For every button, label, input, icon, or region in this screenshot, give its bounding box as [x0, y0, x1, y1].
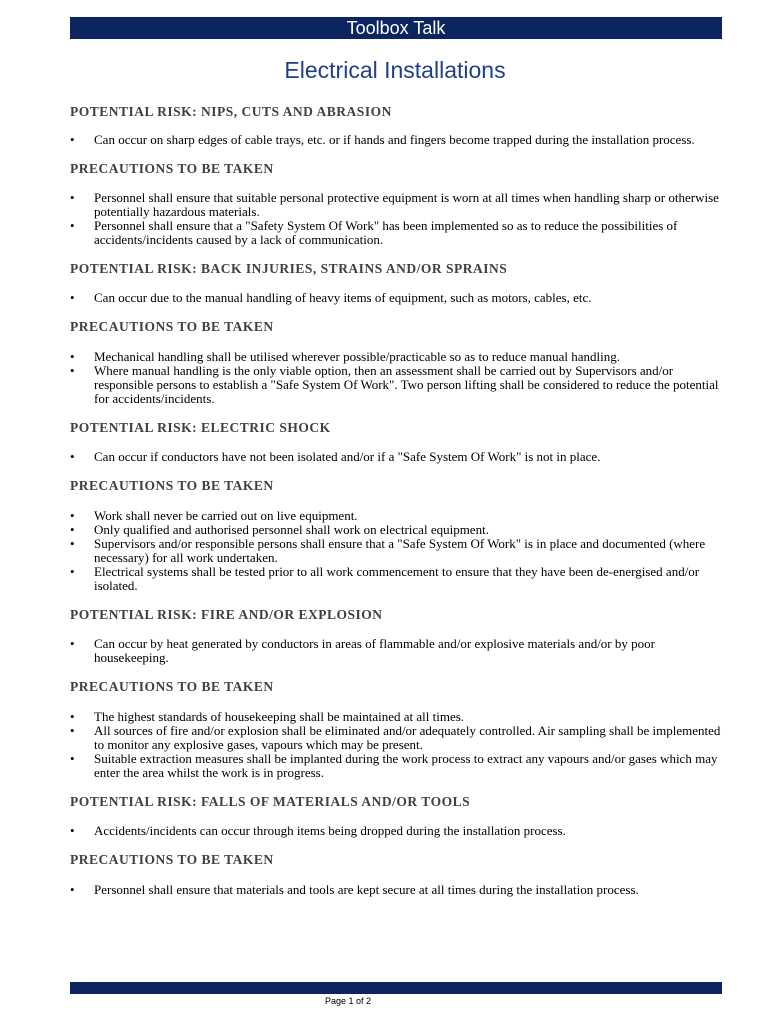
- list-item: • Can occur on sharp edges of cable trays, etc. or if hands and fingers become trapped during the installation process.: [70, 133, 722, 147]
- section-precautions: [70, 852, 722, 897]
- section-heading: POTENTIAL RISK: FALLS OF MATERIALS AND/OR TOOLS: [70, 794, 471, 809]
- section-heading: PRECAUTIONS TO BE TAKEN: [70, 679, 274, 694]
- list-item: • Work shall never be carried out on live equipment.: [70, 509, 722, 523]
- list-item: • Personnel shall ensure that a "Safety System Of Work" has been implemented so as to reduce the possibilities of accidents/incidents caused by a lack of communication.: [70, 219, 722, 247]
- list-item: • Personnel shall ensure that materials and tools are kept secure at all times during the installation process.: [70, 883, 722, 897]
- page-number: Page 1 of 2: [324, 996, 372, 1006]
- section-heading: PRECAUTIONS TO BE TAKEN: [70, 852, 274, 867]
- footer-bar: [70, 982, 722, 994]
- list-item: • Can occur by heat generated by conductors in areas of flammable and/or explosive materials and/or by poor housekeeping.: [70, 637, 722, 665]
- list-item: • All sources of fire and/or explosion shall be eliminated and/or adequately controlled. Air sampling shall be implemented to monitor any explosive gases, vapours which may be present.: [70, 724, 722, 752]
- section-precautions: [70, 319, 722, 406]
- document-title: Electrical Installations: [284, 57, 506, 83]
- section-back-injuries: [70, 261, 722, 305]
- section-heading: POTENTIAL RISK: NIPS, CUTS AND ABRASION: [70, 104, 392, 119]
- list-item: • Only qualified and authorised personnel shall work on electrical equipment.: [70, 523, 722, 537]
- section-precautions: [70, 161, 722, 247]
- section-electric-shock: [70, 420, 722, 464]
- list-item: • Can occur due to the manual handling of heavy items of equipment, such as motors, cables, etc.: [70, 291, 722, 305]
- list-item: • The highest standards of housekeeping shall be maintained at all times.: [70, 710, 722, 724]
- section-precautions: [70, 679, 722, 780]
- toolbox-talk-banner: Toolbox Talk: [70, 17, 722, 39]
- section-heading: PRECAUTIONS TO BE TAKEN: [70, 319, 274, 334]
- list-item: • Supervisors and/or responsible persons shall ensure that a "Safe System Of Work" is in place and documented (where necessary) for all work undertaken.: [70, 537, 722, 565]
- list-item: • Personnel shall ensure that suitable personal protective equipment is worn at all times when handling sharp or otherwise potentially hazardous materials.: [70, 191, 722, 219]
- list-item: • Where manual handling is the only viable option, then an assessment shall be carried out by Supervisors and/or responsible persons to establish a "Safe System Of Work". Two person lifting shall be considered to reduce the potential for accidents/incidents.: [70, 364, 722, 406]
- list-item: • Can occur if conductors have not been isolated and/or if a "Safe System Of Work" is not in place.: [70, 450, 722, 464]
- section-heading: PRECAUTIONS TO BE TAKEN: [70, 161, 274, 176]
- section-heading: POTENTIAL RISK: ELECTRIC SHOCK: [70, 420, 331, 435]
- section-heading: PRECAUTIONS TO BE TAKEN: [70, 478, 274, 493]
- section-falls-materials: [70, 794, 722, 838]
- list-item: • Mechanical handling shall be utilised wherever possible/practicable so as to reduce manual handling.: [70, 350, 722, 364]
- section-heading: POTENTIAL RISK: BACK INJURIES, STRAINS AND/OR SPRAINS: [70, 261, 508, 276]
- section-heading: POTENTIAL RISK: FIRE AND/OR EXPLOSION: [70, 607, 383, 622]
- section-precautions: [70, 478, 722, 593]
- list-item: • Suitable extraction measures shall be implanted during the work process to extract any vapours and/or gases which may enter the area whilst the work is in progress.: [70, 752, 722, 780]
- section-nips-cuts: [70, 104, 722, 147]
- document-body: [70, 96, 722, 897]
- section-fire-explosion: [70, 607, 722, 665]
- list-item: • Accidents/incidents can occur through items being dropped during the installation process.: [70, 824, 722, 838]
- list-item: • Electrical systems shall be tested prior to all work commencement to ensure that they have been de-energised and/or isolated.: [70, 565, 722, 593]
